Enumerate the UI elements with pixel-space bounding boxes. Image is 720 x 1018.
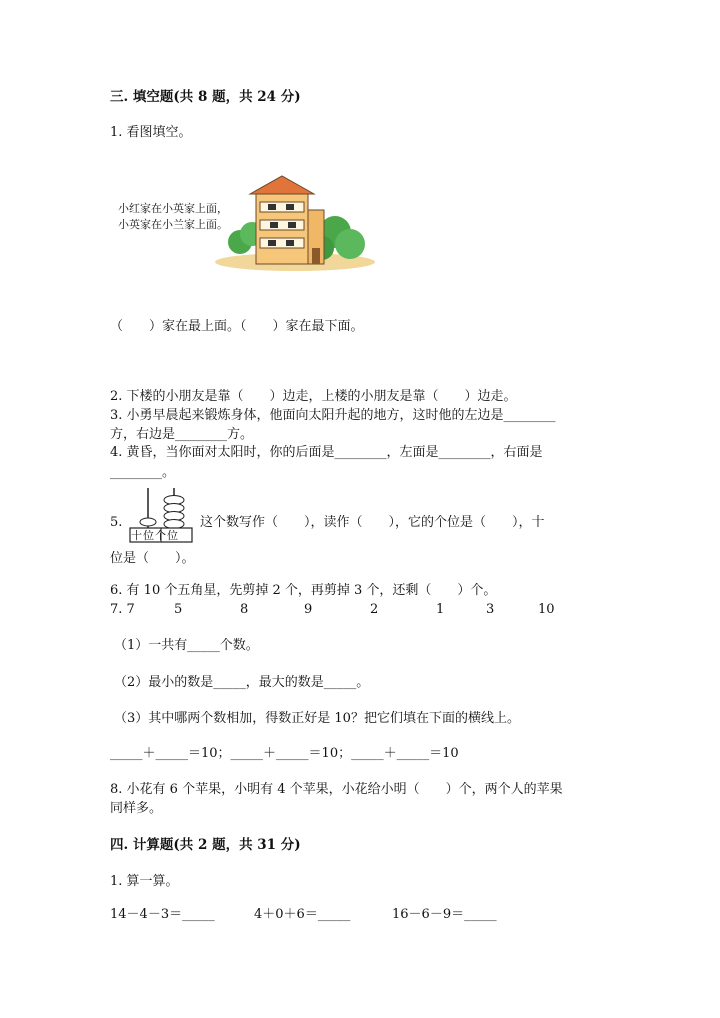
q3-line2: 方，右边是________方。 bbox=[110, 427, 254, 442]
q7-sub2: （2）最小的数是_____，最大的数是_____。 bbox=[114, 675, 370, 690]
q7-number: 2 bbox=[370, 602, 379, 617]
q1-caption-line2: 小英家在小兰家上面。 bbox=[118, 218, 228, 231]
q6-text: 6. 有 10 个五角星，先剪掉 2 个，再剪掉 3 个，还剩（ ）个。 bbox=[110, 583, 497, 598]
q5-number: 5. bbox=[110, 515, 123, 530]
q1-stem: 1. 看图填空。 bbox=[110, 125, 192, 140]
q5-line1: 这个数写作（ ），读作（ ），它的个位是（ ），十 bbox=[200, 515, 545, 530]
s4-q1-stem: 1. 算一算。 bbox=[110, 874, 179, 889]
q7-blanks: _____＋_____＝10；_____＋_____＝10；_____＋_____＝10 bbox=[110, 746, 459, 761]
q1-answer-line: （ ）家在最上面。（ ）家在最下面。 bbox=[110, 319, 364, 334]
q4-line1: 4. 黄昏，当你面对太阳时，你的后面是________，左面是________，右面是 bbox=[110, 445, 543, 460]
q7-number: 3 bbox=[486, 602, 495, 617]
q8-line1: 8. 小花有 6 个苹果，小明有 4 个苹果，小花给小明（ ）个，两个人的苹果 bbox=[110, 782, 563, 797]
calc-expression: 14－4－3＝_____ bbox=[110, 907, 215, 922]
calc-expression: 4＋0＋6＝_____ bbox=[254, 907, 351, 922]
q7-number: 5 bbox=[174, 602, 183, 617]
section-3-title: 三. 填空题(共 8 题，共 24 分) bbox=[110, 89, 301, 105]
q8-line2: 同样多。 bbox=[110, 801, 163, 816]
q3-line1: 3. 小勇早晨起来锻炼身体，他面向太阳升起的地方，这时他的左边是________ bbox=[110, 408, 556, 423]
q7-number: 8 bbox=[240, 602, 249, 617]
q1-caption-line1: 小红家在小英家上面， bbox=[118, 202, 228, 215]
q7-sub1: （1）一共有_____个数。 bbox=[114, 638, 259, 653]
calc-expression: 16－6－9＝_____ bbox=[392, 907, 497, 922]
q7-sub3: （3）其中哪两个数相加，得数正好是 10？把它们填在下面的横线上。 bbox=[114, 711, 520, 726]
abacus-label: 十位个位 bbox=[131, 529, 179, 542]
q5-line2: 位是（ ）。 bbox=[110, 551, 195, 566]
q7-number: 7. 7 bbox=[110, 602, 135, 617]
tree-shape bbox=[335, 229, 365, 259]
q4-line2: ________。 bbox=[110, 465, 176, 480]
q2-text: 2. 下楼的小朋友是靠（ ）边走，上楼的小朋友是靠（ ）边走。 bbox=[110, 389, 517, 404]
q7-number-row bbox=[110, 601, 610, 619]
q7-number: 9 bbox=[304, 602, 313, 617]
section-4-title: 四. 计算题(共 2 题，共 31 分) bbox=[110, 837, 301, 853]
q7-number: 10 bbox=[538, 602, 555, 617]
q7-number: 1 bbox=[436, 602, 445, 617]
